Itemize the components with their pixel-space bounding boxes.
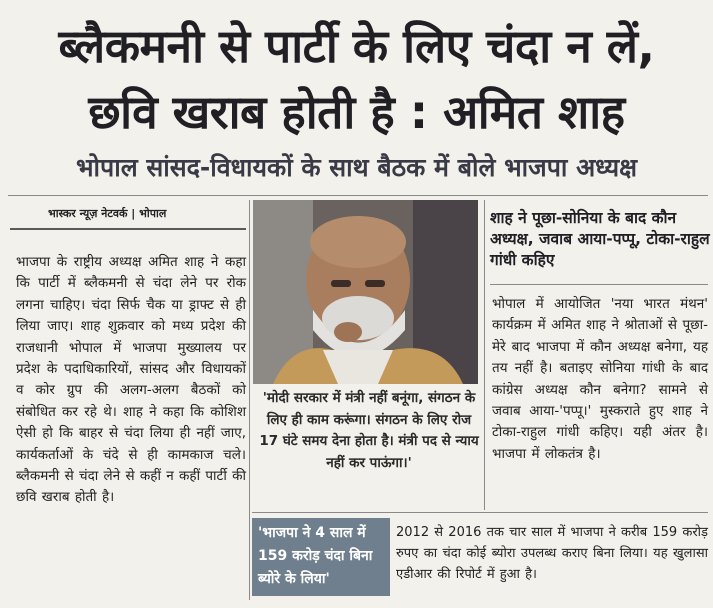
headline-line-2: छवि खराब होती है : अमित शाह: [88, 85, 625, 139]
callout-box: 'भाजपा ने 4 साल में 159 करोड़ चंदा बिना ब्योरे के लिया': [252, 518, 390, 596]
headline-line-1: ब्लैकमनी से पार्टी के लिए चंदा न लें,: [58, 19, 655, 73]
bottom-divider: [252, 512, 708, 513]
bottom-article-body: 2012 से 2016 तक चार साल में भाजपा ने करीब 159 करोड़ रुपए का चंदा कोई ब्योरा उपलब्ध कराए बिना लिया। यह खुलासा एडीआर की रिपोर्ट में हुआ है।: [396, 525, 708, 582]
subheadline: भोपाल सांसद-विधायकों के साथ बैठक में बोले भाजपा अध्यक्ष: [75, 153, 638, 182]
portrait-illustration: [253, 200, 478, 384]
right-article-heading: शाह ने पूछा-सोनिया के बाद कौन अध्यक्ष, जवाब आया-पप्पू, टोका-राहुल गांधी कहिए: [490, 209, 710, 269]
left-article-body: भाजपा के राष्ट्रीय अध्यक्ष अमित शाह ने कहा कि पार्टी में ब्लैकमनी से चंदा लेने पर रोक लगना चाहिए। चंदा सिर्फ चैक या ड्राफ्ट से ही लिया जाए। शाह शुक्रवार को मध्य प्रदेश की राजधानी भोपाल में भाजपा मुख्यालय पर प्रदेश के पदाधिकारियों, सांसद और विधायकों व कोर ग्रुप की अलग-अलग बैठकों को संबोधित कर रहे थे। शाह ने कहा कि कोशिश ऐसी हो कि बाहर से चंदा लिया ही नहीं जाए, कार्यकर्ताओं के चंदे से ही कामकाज चले। ब्लैकमनी से चंदा लेने से कहीं न कहीं पार्टी की छवि खराब होती है।: [16, 254, 246, 506]
byline-divider: [10, 228, 246, 230]
right-article-body: भोपाल में आयोजित 'नया भारत मंथन' कार्यक्रम में अमित शाह ने श्रोताओं से पूछा- मेरे बाद भाजपा में कौन अध्यक्ष बनेगा, यह तय नहीं है। बताइए सोनिया गांधी के बाद कांग्रेस अध्यक्ष कौन बनेगा? सामने से जवाब आया-'पप्पू।' मुस्कराते हुए शाह ने टोका-राहुल गांधी कहिए। यही अंतर है। भाजपा में लोकतंत्र है।: [492, 296, 708, 462]
photo-quote: 'मोदी सरकार में मंत्री नहीं बनूंगा, संगठन के लिए ही काम करूंगा। संगठन के लिए रोज 17 घंटे समय देना होता है। मंत्री पद से न्याय नहीं कर पाऊंगा।': [259, 390, 479, 471]
byline: भास्कर न्यूज़ नेटवर्क | भोपाल: [48, 207, 167, 220]
right-heading-divider: [490, 284, 708, 285]
news-photo: [253, 200, 478, 384]
column-divider-left: [249, 200, 250, 600]
top-divider: [8, 195, 708, 196]
column-divider-right: [484, 200, 485, 510]
